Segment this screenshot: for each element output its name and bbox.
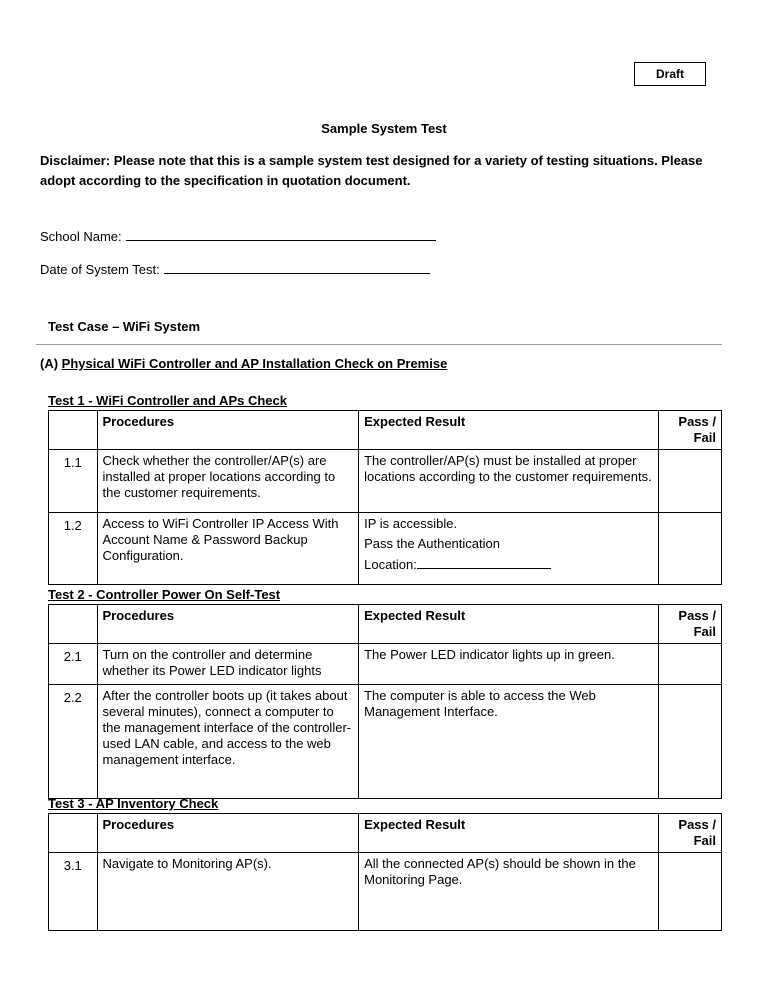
header-expected: Expected Result (359, 814, 659, 853)
school-name-label: School Name: (40, 229, 122, 244)
test-2-table (48, 604, 722, 799)
row-procedure: Navigate to Monitoring AP(s). (97, 853, 359, 931)
pass-fail-cell[interactable] (658, 450, 721, 513)
header-pass-fail: Pass / Fail (658, 605, 721, 644)
test-case-title: Test Case – WiFi System (48, 319, 201, 334)
header-pass-fail: Pass / Fail (658, 814, 721, 853)
section-prefix: (A) (40, 356, 59, 371)
row-number: 2.1 (49, 644, 98, 685)
page-title: Sample System Test (321, 121, 447, 136)
divider (36, 344, 722, 345)
row-expected: The controller/AP(s) must be installed at proper locations according to the customer requirements. (359, 450, 659, 513)
date-field (40, 260, 430, 277)
row-procedure: Access to WiFi Controller IP Access With Account Name & Password Backup Configuration. (97, 513, 359, 585)
table-row (49, 853, 722, 931)
date-label: Date of System Test: (40, 262, 160, 277)
table-row (49, 685, 722, 799)
date-blank (164, 260, 430, 274)
header-number (49, 605, 98, 644)
table-row (49, 450, 722, 513)
row-number: 2.2 (49, 685, 98, 799)
test-3-table (48, 813, 722, 931)
expected-line: IP is accessible. (364, 516, 458, 531)
row-expected: The Power LED indicator lights up in green. (359, 644, 659, 685)
row-number: 1.1 (49, 450, 98, 513)
pass-fail-cell[interactable] (658, 853, 721, 931)
row-number: 3.1 (49, 853, 98, 931)
test-2-title: Test 2 - Controller Power On Self-Test (48, 587, 281, 602)
header-procedures: Procedures (97, 814, 359, 853)
row-expected: The computer is able to access the Web Management Interface. (359, 685, 659, 799)
row-expected (359, 513, 659, 585)
location-label: Location: (364, 557, 417, 572)
header-pass-fail: Pass / Fail (658, 411, 721, 450)
header-expected: Expected Result (359, 605, 659, 644)
header-number (49, 411, 98, 450)
location-blank (417, 556, 551, 569)
pass-fail-cell[interactable] (658, 685, 721, 799)
table-header-row (49, 605, 722, 644)
row-procedure: After the controller boots up (it takes about several minutes), connect a computer to the management interface of the controller-used LAN cable, and access to the web management interface. (97, 685, 359, 799)
location-line (364, 556, 653, 573)
expected-line: Pass the Authentication (364, 536, 500, 551)
header-number (49, 814, 98, 853)
disclaimer: Disclaimer: Please note that this is a sample system test designed for a variety of testing situations. Please adopt according to the specification in quotation document. (40, 153, 703, 188)
pass-fail-cell[interactable] (658, 513, 721, 585)
table-row (49, 513, 722, 585)
row-number: 1.2 (49, 513, 98, 585)
school-name-field (40, 227, 436, 244)
test-1-title: Test 1 - WiFi Controller and APs Check (48, 393, 287, 408)
draft-label: Draft (634, 62, 706, 86)
table-row (49, 644, 722, 685)
pass-fail-cell[interactable] (658, 644, 721, 685)
test-3-title: Test 3 - AP Inventory Check (48, 796, 219, 811)
header-procedures: Procedures (97, 411, 359, 450)
section-title: Physical WiFi Controller and AP Installation Check on Premise (61, 356, 448, 371)
school-name-blank (126, 227, 436, 241)
test-1-table (48, 410, 722, 585)
header-procedures: Procedures (97, 605, 359, 644)
table-header-row (49, 814, 722, 853)
row-procedure: Turn on the controller and determine whether its Power LED indicator lights (97, 644, 359, 685)
section-heading (40, 356, 447, 371)
row-expected: All the connected AP(s) should be shown in the Monitoring Page. (359, 853, 659, 931)
header-expected: Expected Result (359, 411, 659, 450)
row-procedure: Check whether the controller/AP(s) are installed at proper locations according to the customer requirements. (97, 450, 359, 513)
table-header-row (49, 411, 722, 450)
